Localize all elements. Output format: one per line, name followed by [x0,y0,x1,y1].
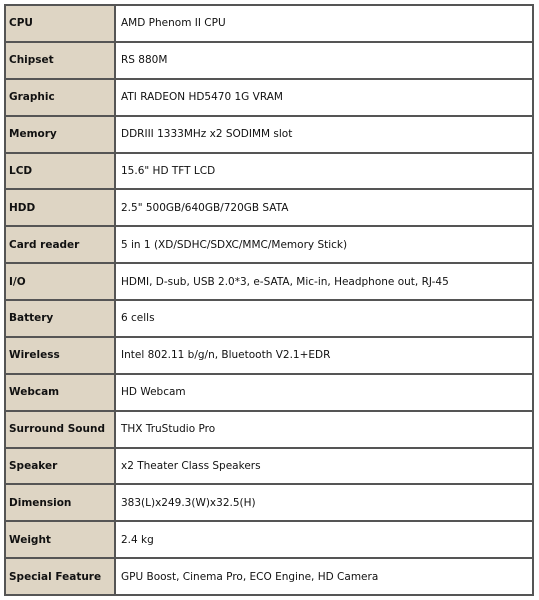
spec-row-io [5,263,533,300]
spec-row-dimension [5,484,533,521]
spec-row-memory [5,116,533,153]
spec-row-speaker [5,448,533,485]
spec-label: Card reader [5,226,115,263]
spec-row-hdd [5,189,533,226]
spec-value: x2 Theater Class Speakers [115,448,533,485]
spec-row-special-feature [5,558,533,595]
spec-value: HD Webcam [115,374,533,411]
spec-label: CPU [5,5,115,42]
spec-value: 2.5" 500GB/640GB/720GB SATA [115,189,533,226]
spec-row-wireless [5,337,533,374]
spec-label: I/O [5,263,115,300]
spec-value: THX TruStudio Pro [115,411,533,448]
spec-label: Webcam [5,374,115,411]
spec-value: DDRIII 1333MHz x2 SODIMM slot [115,116,533,153]
spec-label: Special Feature [5,558,115,595]
spec-label: Speaker [5,448,115,485]
spec-value: ATI RADEON HD5470 1G VRAM [115,79,533,116]
spec-row-card-reader [5,226,533,263]
spec-label: Dimension [5,484,115,521]
spec-label: Weight [5,521,115,558]
spec-row-surround-sound [5,411,533,448]
spec-row-chipset [5,42,533,79]
spec-row-cpu [5,5,533,42]
spec-label: Chipset [5,42,115,79]
spec-value: 383(L)x249.3(W)x32.5(H) [115,484,533,521]
spec-label: Battery [5,300,115,337]
spec-label: LCD [5,153,115,190]
spec-value: RS 880M [115,42,533,79]
spec-value: 5 in 1 (XD/SDHC/SDXC/MMC/Memory Stick) [115,226,533,263]
spec-value: 15.6" HD TFT LCD [115,153,533,190]
spec-label: Wireless [5,337,115,374]
spec-table [4,4,534,596]
spec-row-graphic [5,79,533,116]
spec-label: Memory [5,116,115,153]
spec-label: Surround Sound [5,411,115,448]
spec-row-battery [5,300,533,337]
spec-value: Intel 802.11 b/g/n, Bluetooth V2.1+EDR [115,337,533,374]
spec-label: HDD [5,189,115,226]
spec-row-lcd [5,153,533,190]
spec-value: GPU Boost, Cinema Pro, ECO Engine, HD Camera [115,558,533,595]
spec-row-webcam [5,374,533,411]
spec-value: 6 cells [115,300,533,337]
spec-value: 2.4 kg [115,521,533,558]
spec-row-weight [5,521,533,558]
spec-value: AMD Phenom II CPU [115,5,533,42]
spec-table-body [5,5,533,595]
spec-value: HDMI, D-sub, USB 2.0*3, e-SATA, Mic-in, Headphone out, RJ-45 [115,263,533,300]
spec-label: Graphic [5,79,115,116]
